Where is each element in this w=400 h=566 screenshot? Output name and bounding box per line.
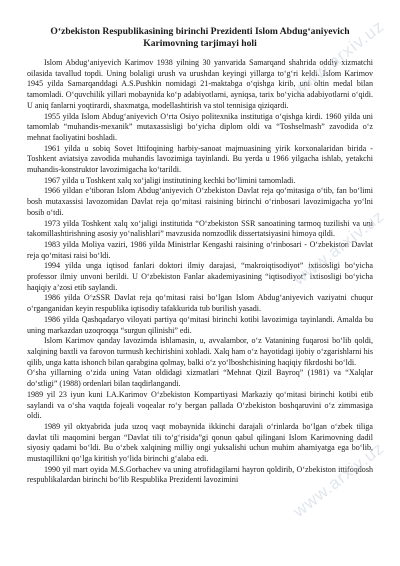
- paragraph: 1961 yilda u sobiq Sovet Ittifoqining harbiy-sanoat majmuasining yirik korxonalaridan birida - Toshkent aviatsiya zavodida muhandis lavozimiga tayinlandi. Bu yerda u 1966 yilgacha ishlab, yetakchi muhandis-konstruktor lavozimigacha ko‘tarildi.: [27, 143, 373, 175]
- paragraph: 1967 yilda u Toshkent xalq xo‘jaligi institutining kechki bo‘limini tamomladi.: [44, 175, 296, 185]
- title-line-1: O‘zbekiston Respublikasining birinchi Prezidenti Islom Abdug‘aniyevich: [50, 26, 350, 37]
- watermark: www.arxiv.uz: [289, 438, 388, 521]
- paragraph: 1994 yilda unga iqtisod fanlari doktori ilmiy darajasi, “makroiqtisodiyot” ixtisosligi bo‘yicha professor ilmiy unvoni berildi. U O‘zbekiston Fanlar akademiyasining “iqtisodiyot” ixtisosligi bo‘yicha haqiqiy a’zosi etib saylandi.: [27, 261, 373, 292]
- paragraph: Islom Abdug‘aniyevich Karimov 1938 yilning 30 yanvarida Samarqand shahrida oddiy xizmatchi oilasida tavallud topdi. Uning bolaligi urush va urushdan keyingi yillarga to‘g‘ri keldi. Islom Karimov 1945 yilda Samarqanddagi A.S.Pushkin nomidagi 21-maktabga o‘qishga kirib, uni oltin medal bilan tamomladi. O‘quvchilik yillari mobaynida ko‘p adabiyotlarni, ayniqsa, tarix bo‘yicha adabiyotlarni o‘qidi. U aniq fanlarni yoqtirardi, shaxmatga, modellashtirish va stol tennisiga qiziqardi.: [27, 58, 373, 110]
- paragraph: 1990 yil mart oyida M.S.Gorbachev va uning atrofidagilarni hayron qoldirib, O‘zbekiston ittifoqdosh respublikalardan birinchi bo‘lib Respublika Prezidenti lavozimini: [27, 464, 373, 485]
- watermark: www.arxiv.uz: [289, 206, 388, 289]
- paragraph: Islom Karimov qanday lavozimda ishlamasin, u, avvalambor, o‘z Vatanining fuqarosi bo‘lib qoldi, xalqining baxtli va farovon turmush kechirishini xohladi. Xalq ham o‘z hayotidagi ijobiy o‘zgarishlarni his qilib, unga katta ishonch bilan qarabgina qolmay, balki o‘z yo‘lboshchisining haqiqiy fikrdoshi bo‘ldi.: [27, 336, 373, 367]
- watermark: www.arxiv.uz: [289, 16, 388, 99]
- paragraph: O‘sha yillarning o‘zida uning Vatan oldidagi xizmatlari “Mehnat Qizil Bayroq” (1981) va “Xalqlar do‘stligi” (1988) ordenlari bilan taqdirlangandi.: [27, 368, 373, 389]
- paragraph: 1986 yilda Qashqadaryo viloyati partiya qo‘mitasi birinchi kotibi lavozimiga tayinlandi. Amalda bu uning markazdan uzoqroqqa “surgun qilinishi” edi.: [27, 314, 373, 335]
- paragraph: 1986 yilda O‘zSSR Davlat reja qo‘mitasi raisi bo‘lgan Islom Abdug‘aniyevich vaziyatni chuqur o‘rganganidan keyin respublika iqtisodiy tafakkurida tub burilish yasadi.: [27, 293, 373, 314]
- paragraph: 1973 yilda Toshkent xalq xo‘jaligi institutida “O‘zbekiston SSR sanoatining tarmoq tuzilishi va uni takomillashtirishning asosiy yo‘nalishlari” mavzusida nomzodlik dissertatsiyasini himoya qildi.: [27, 218, 373, 239]
- paragraph: 1955 yilda Islom Abdug‘aniyevich O‘rta Osiyo politexnika institutiga o‘qishga kirdi. 1960 yilda uni tamomlab “muhandis-mexanik” mutaxassisligi bo‘yicha diplom oldi va “Toshselmash” zavodida o‘z mehnat faoliyatini boshladi.: [27, 111, 373, 142]
- document-title: [27, 26, 373, 49]
- title-line-2: Karimovning tarjimayi holi: [143, 37, 257, 49]
- paragraph: 1989 yil 23 iyun kuni I.A.Karimov O‘zbekiston Kompartiyasi Markaziy qo‘mitasi birinchi kotibi etib saylandi va o‘sha vaqtda fojeali voqealar ro‘y bergan palladа O‘zbekiston boshqaruvini o‘z zimmasiga oldi.: [27, 389, 373, 421]
- document-body: [27, 58, 373, 486]
- paragraph: 1983 yilda Moliya vaziri, 1986 yilda Ministrlar Kengashi raisining o‘rinbosari - O‘zbekiston Davlat reja qo‘mitasi raisi bo‘ldi.: [27, 239, 373, 260]
- paragraph: 1966 yildan e’tiboran Islom Abdug‘aniyevich O‘zbekiston Davlat reja qo‘mitasiga o‘tib, fan bo‘limi bosh mutaxassisi lavozomidan Davlat reja qo‘mitasi raisining birinchi o‘rinbosari lavozimigacha yo‘lni bosib o‘tdi.: [27, 186, 373, 217]
- paragraph: 1989 yil oktyabrida juda uzoq vaqt mobaynida ikkinchi darajali o‘rinlarda bo‘lgan o‘zbek tiliga davlat tili maqomini bergan “Davlat tili to‘g‘risida”gi qonun qabul qilingani Islom Karimovning dadil siyosiy qadami bo‘ldi. Bu o‘zbek xalqining milliy ongi yuksalishi uchun muhim ahamiyatga ega bo‘lib, mustaqillikni qo‘lga kiritish yo‘lida birinchi g‘alaba edi.: [27, 421, 373, 464]
